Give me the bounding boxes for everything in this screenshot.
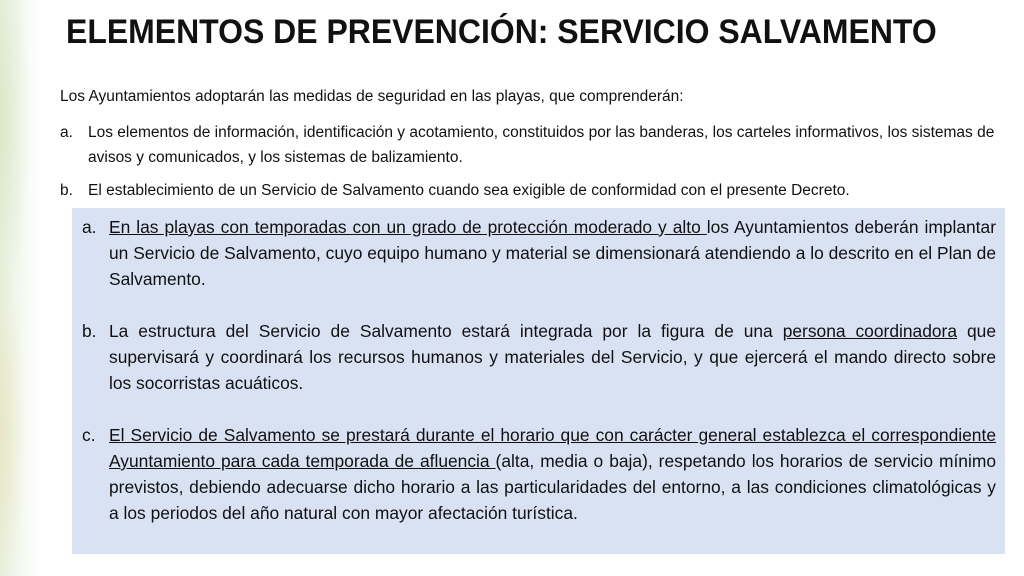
underlined-text: En las playas con temporadas con un grado de protección moderado y alto <box>109 217 707 237</box>
list-item-text: Los elementos de información, identificación y acotamiento, constituidos por las banderas, los carteles informativos, los sistemas de avisos y comunicados, y los sistemas de balizamiento. <box>88 124 995 166</box>
list-marker: a. <box>60 124 73 141</box>
underlined-text: El Servicio de Salvamento se prestará durante el horario que con carácter general establezca el correspondiente Ayuntamiento para cada temporada de afluencia <box>109 425 996 471</box>
box-list-item <box>82 318 996 396</box>
item-text: La estructura del Servicio de Salvamento estará integrada por la figura de una <box>109 321 783 341</box>
list-item <box>60 120 1005 170</box>
intro-text: Los Ayuntamientos adoptarán las medidas de seguridad en las playas, que comprenderán: <box>60 88 684 105</box>
list-item <box>60 178 1005 203</box>
list-marker: b. <box>82 321 97 341</box>
item-text: los Ayuntamientos deberán implantar un Servicio de Salvamento, cuyo equipo humano y material se dimensionará atendiendo a lo descrito en el Plan de Salvamento. <box>109 217 996 289</box>
list-marker: c. <box>82 425 96 445</box>
list-item-text: El establecimiento de un Servicio de Salvamento cuando sea exigible de conformidad con el presente Decreto. <box>88 182 850 199</box>
top-list <box>60 120 1005 211</box>
left-decoration <box>0 0 58 576</box>
box-list-item <box>82 422 996 526</box>
list-marker: a. <box>82 217 97 237</box>
slide-title: ELEMENTOS DE PREVENCIÓN: SERVICIO SALVAMENTO <box>66 13 937 51</box>
highlight-box <box>72 208 1005 554</box>
item-text: (alta, media o baja), respetando los horarios de servicio mínimo previstos, debiendo adecuarse dicho horario a las particularidades del entorno, a las condiciones climatológicas y a los periodos del año natural con mayor afectación turística. <box>109 451 996 523</box>
underlined-text: persona coordinadora <box>782 321 958 341</box>
item-text: que supervisará y coordinará los recursos humanos y materiales del Servicio, y que ejercerá el mando directo sobre los socorristas acuáticos. <box>109 321 996 393</box>
list-marker: b. <box>60 182 73 199</box>
box-list-item <box>82 214 996 292</box>
